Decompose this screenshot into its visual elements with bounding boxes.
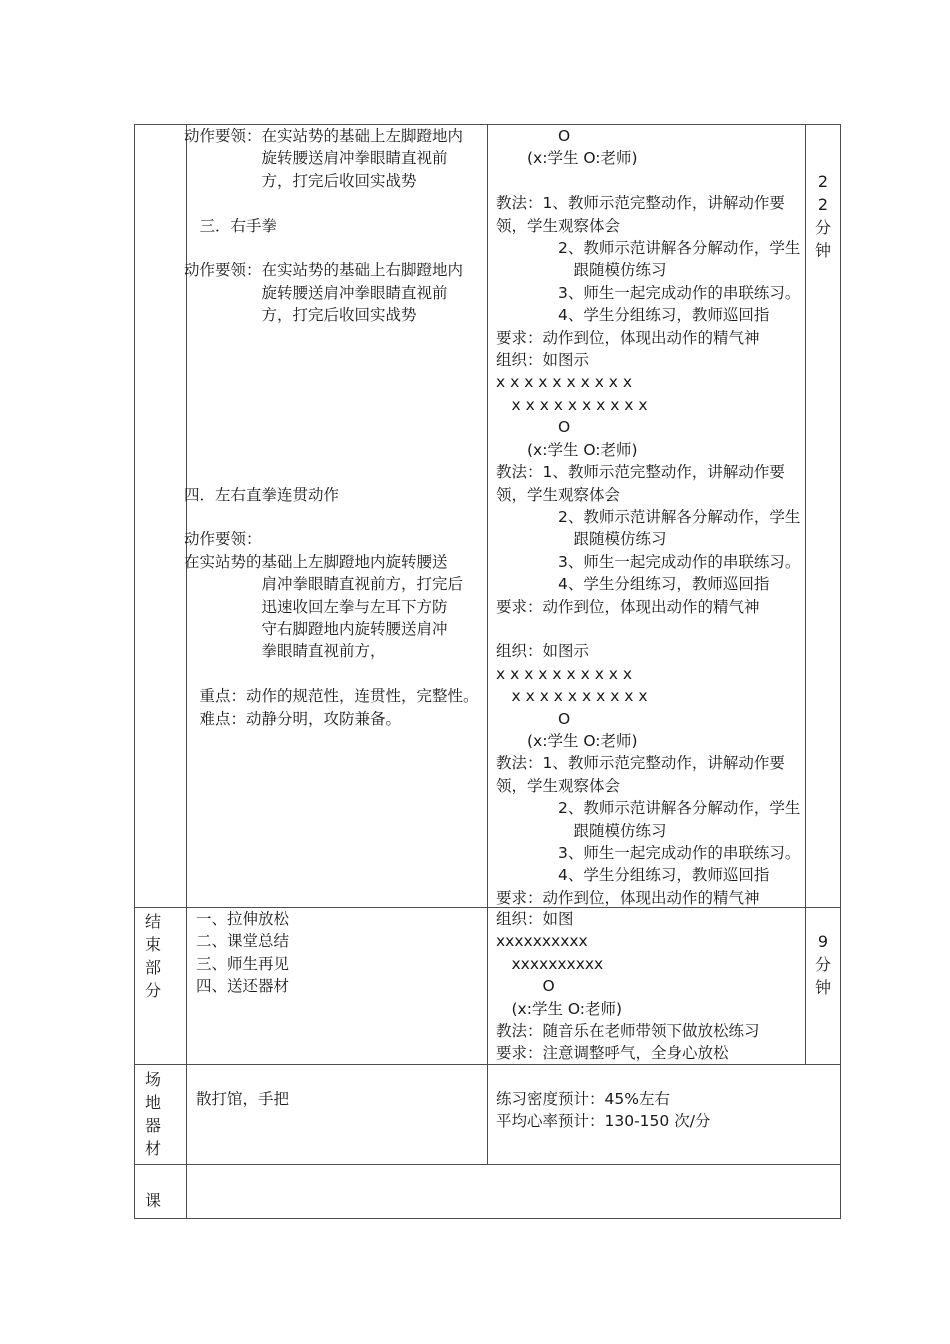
text-line xyxy=(184,416,479,438)
table-left-border xyxy=(134,124,135,1219)
text-line: 二、课堂总结 xyxy=(196,932,290,951)
ending-method-column xyxy=(496,908,760,1065)
text-line: 跟随模仿练习 xyxy=(496,261,667,280)
text-line: 方，打完后收回实战势 xyxy=(184,306,417,325)
last-row-label: 课 xyxy=(144,1191,161,1210)
text-line: 4、学生分组练习，教师巡回指 xyxy=(496,575,770,594)
text-line: 要求：动作到位，体现出动作的精气神 xyxy=(496,888,760,907)
text-line: O xyxy=(496,977,555,996)
text-line: 动作要领：在实站势的基础上左脚蹬地内 xyxy=(184,127,464,145)
text-line: 动作要领： xyxy=(184,530,262,549)
text-line: 四、送还器材 xyxy=(196,977,290,996)
text-line: 方，打完后收回实战势 xyxy=(184,171,417,190)
text-line: 要求：动作到位，体现出动作的精气神 xyxy=(496,597,760,616)
text-line: xxxxxxxxxx xyxy=(496,932,588,951)
venue-value: 散打馆，手把 xyxy=(196,1090,290,1108)
text-line: 难点：动静分明，攻防兼备。 xyxy=(184,709,402,728)
text-line: 2、教师示范讲解各分解动作，学生 xyxy=(496,799,801,818)
text-line: O xyxy=(496,127,571,145)
text-line: 2、教师示范讲解各分解动作，学生 xyxy=(496,507,801,526)
text-line: 4、学生分组练习，教师巡回指 xyxy=(496,866,770,885)
ending-duration: 9 分 钟 xyxy=(814,932,831,997)
text-line xyxy=(184,439,479,461)
text-line: 要求：动作到位，体现出动作的精气神 xyxy=(496,328,760,347)
ending-section-label: 结 束 部 分 xyxy=(144,912,161,1000)
middle-duration: 2 2 分 钟 xyxy=(814,172,831,260)
text-line: 肩冲拳眼睛直视前方，打完后 xyxy=(184,575,464,594)
text-line: 动作要领：在实站势的基础上右脚蹬地内 xyxy=(184,261,464,280)
text-line xyxy=(184,349,479,371)
text-line xyxy=(184,237,479,259)
table-right-border xyxy=(840,124,841,1219)
venue-label: 场 地 器 材 xyxy=(144,1070,161,1158)
middle-content-column xyxy=(184,125,479,730)
text-line: 3、师生一起完成动作的串联练习。 xyxy=(496,283,801,302)
text-line: 跟随模仿练习 xyxy=(496,530,667,549)
text-line: (x:学生 O:老师) xyxy=(496,999,623,1018)
text-line xyxy=(184,506,479,528)
text-line: (x:学生 O:老师) xyxy=(496,149,638,168)
text-line: O xyxy=(496,418,571,437)
text-line: (x:学生 O:老师) xyxy=(496,731,638,750)
text-line xyxy=(184,371,479,393)
middle-method-column xyxy=(496,125,800,909)
text-line: 3、师生一起完成动作的串联练习。 xyxy=(496,552,801,571)
text-line: 跟随模仿练习 xyxy=(496,821,667,840)
text-line: xxxxxxxxxx xyxy=(496,954,604,973)
text-line: 组织：如图示 xyxy=(496,351,590,370)
text-line: 拳眼睛直视前方， xyxy=(184,642,386,661)
text-line xyxy=(496,618,800,640)
text-line: 三、师生再见 xyxy=(196,954,290,973)
venue-estimates xyxy=(496,1088,710,1133)
text-line: 领，学生观察体会 xyxy=(496,485,621,504)
ending-content-column xyxy=(196,908,289,998)
text-line: 要求：注意调整呼气，全身心放松 xyxy=(496,1044,729,1063)
text-line: 领，学生观察体会 xyxy=(496,216,621,235)
col-divider-2 xyxy=(487,124,488,1165)
text-line: 3、师生一起完成动作的串联练习。 xyxy=(496,844,801,862)
text-line xyxy=(184,663,479,685)
text-line: x x x x x x x x x x xyxy=(496,395,648,414)
text-line xyxy=(184,461,479,483)
text-line: 一、拉伸放松 xyxy=(196,910,290,928)
text-line: 教法：1、教师示范完整动作，讲解动作要 xyxy=(496,194,785,213)
text-line: 迅速收回左拳与左耳下方防 xyxy=(184,597,448,616)
text-line: x x x x x x x x x x xyxy=(496,664,633,683)
text-line: 练习密度预计：45%左右 xyxy=(496,1090,670,1108)
text-line: 旋转腰送肩冲拳眼睛直视前 xyxy=(184,283,448,302)
text-line xyxy=(184,394,479,416)
text-line: x x x x x x x x x x xyxy=(496,687,648,706)
text-line: 守右脚蹬地内旋转腰送肩冲 xyxy=(184,619,448,638)
table-bottom-border xyxy=(134,1218,841,1219)
text-line: 四．左右直拳连贯动作 xyxy=(184,485,340,504)
text-line: 领，学生观察体会 xyxy=(496,776,621,795)
text-line xyxy=(184,327,479,349)
text-line: 在实站势的基础上左脚蹬地内旋转腰送 xyxy=(184,552,448,571)
text-line: 旋转腰送肩冲拳眼睛直视前 xyxy=(184,149,448,168)
text-line: O xyxy=(496,709,571,728)
text-line: 教法：随音乐在老师带领下做放松练习 xyxy=(496,1022,760,1041)
text-line: 组织：如图示 xyxy=(496,642,590,661)
text-line: 教法：1、教师示范完整动作，讲解动作要 xyxy=(496,463,785,482)
text-line: 重点：动作的规范性，连贯性，完整性。 xyxy=(184,687,479,706)
text-line: 组织：如图 xyxy=(496,910,574,928)
text-line: (x:学生 O:老师) xyxy=(496,440,638,459)
text-line: 平均心率预计：130-150 次/分 xyxy=(496,1112,711,1131)
text-line xyxy=(184,192,479,214)
text-line: 教法：1、教师示范完整动作，讲解动作要 xyxy=(496,754,785,773)
text-line: 三．右手拳 xyxy=(184,216,278,235)
col-divider-3 xyxy=(805,124,806,1065)
text-line xyxy=(496,170,800,192)
text-line: 2、教师示范讲解各分解动作，学生 xyxy=(496,239,801,258)
text-line: x x x x x x x x x x xyxy=(496,373,633,392)
text-line: 4、学生分组练习，教师巡回指 xyxy=(496,306,770,325)
